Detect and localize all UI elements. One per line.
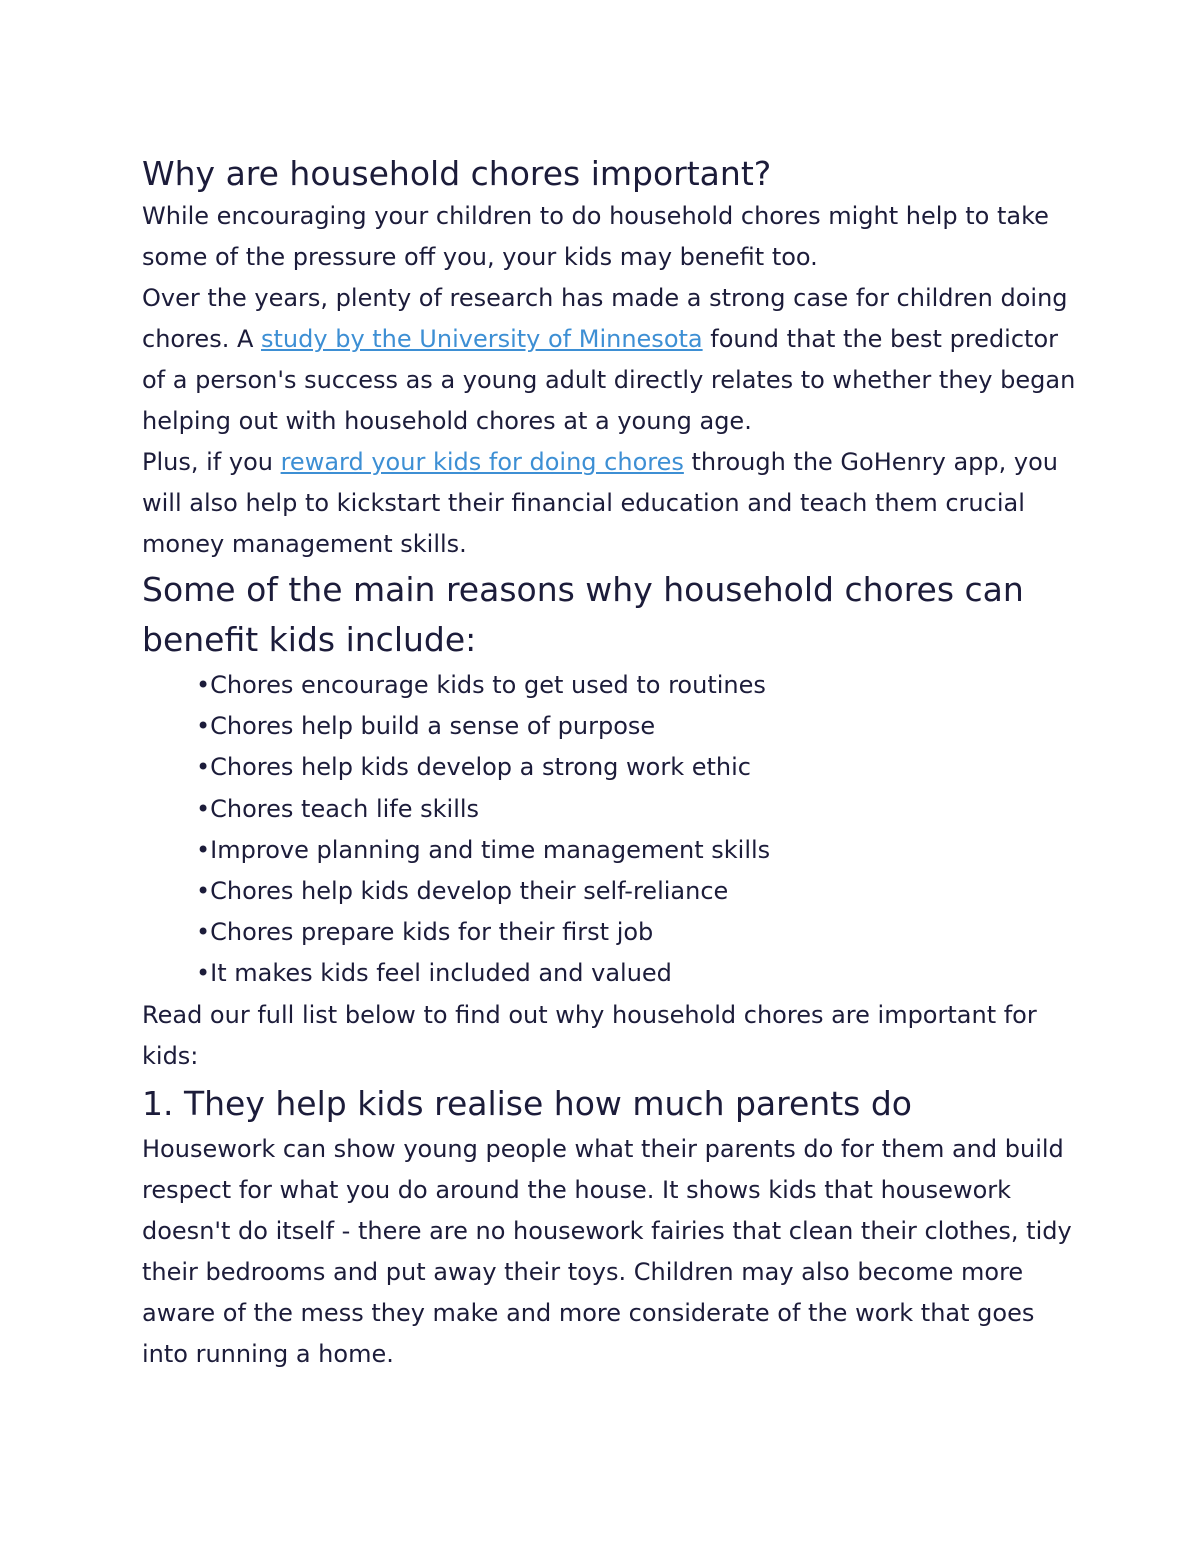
bullet-icon: • (196, 671, 211, 699)
bullet-icon: • (196, 959, 211, 988)
list-item: •Chores encourage kids to get used to routines (196, 671, 766, 699)
section-1-body: Housework can show young people what their parents do for them and build respect for what you do around the house. It shows kids that housework doesn't do itself - there are no housework fairies that clean their clothes, tidy their bedrooms and put away their toys. Children may also become more aware of the mess they make and more considerate of the work that goes into running a home. (142, 1134, 1072, 1368)
list-item: •Chores help kids develop a strong work ethic (196, 753, 751, 782)
read-more-paragraph: Read our full list below to find out why household chores are important for kids: (142, 1000, 1037, 1070)
bullet-icon: • (196, 877, 211, 906)
reasons-list (142, 665, 1082, 995)
university-of-minnesota-study-link[interactable]: study by the University of Minnesota (261, 325, 703, 353)
reasons-heading: Some of the main reasons why household chores can benefit kids include: (142, 570, 1024, 659)
page-title: Why are household chores important? (142, 154, 772, 193)
intro-paragraph-2-rest: found that the best predictor of a person's success as a young adult directly relates to whether they began helping out with household chores at a young age. (142, 325, 1076, 435)
intro-paragraph-2-lead: Over the years, plenty of research has made a strong case for children doing chores. A (142, 284, 1068, 353)
intro-paragraph-3-rest: through the GoHenry app, you will also help to kickstart their financial education and teach them crucial money management skills. (142, 448, 1058, 558)
intro-paragraph-1: While encouraging your children to do household chores might help to take some of the pressure off you, your kids may benefit too. (142, 202, 1049, 271)
list-item: •Chores prepare kids for their first job (196, 918, 654, 947)
list-item: •Chores help kids develop their self-reliance (196, 877, 729, 906)
reward-kids-for-chores-link[interactable]: reward your kids for doing chores (280, 448, 684, 476)
list-item: •It makes kids feel included and valued (196, 959, 672, 988)
bullet-icon: • (196, 794, 211, 823)
intro-paragraph-3-lead: Plus, if you (142, 448, 281, 476)
list-item: •Improve planning and time management skills (196, 835, 771, 864)
intro-paragraph-3 (142, 442, 1082, 565)
bullet-icon: • (196, 835, 211, 864)
list-item: •Chores help build a sense of purpose (196, 712, 656, 741)
bullet-icon: • (196, 753, 211, 782)
document-page (142, 150, 1082, 1375)
list-item: •Chores teach life skills (196, 794, 480, 823)
intro-paragraph-2 (142, 278, 1082, 442)
bullet-icon: • (196, 712, 211, 741)
bullet-icon: • (196, 918, 211, 947)
section-1-heading: 1. They help kids realise how much parents do (142, 1083, 912, 1123)
